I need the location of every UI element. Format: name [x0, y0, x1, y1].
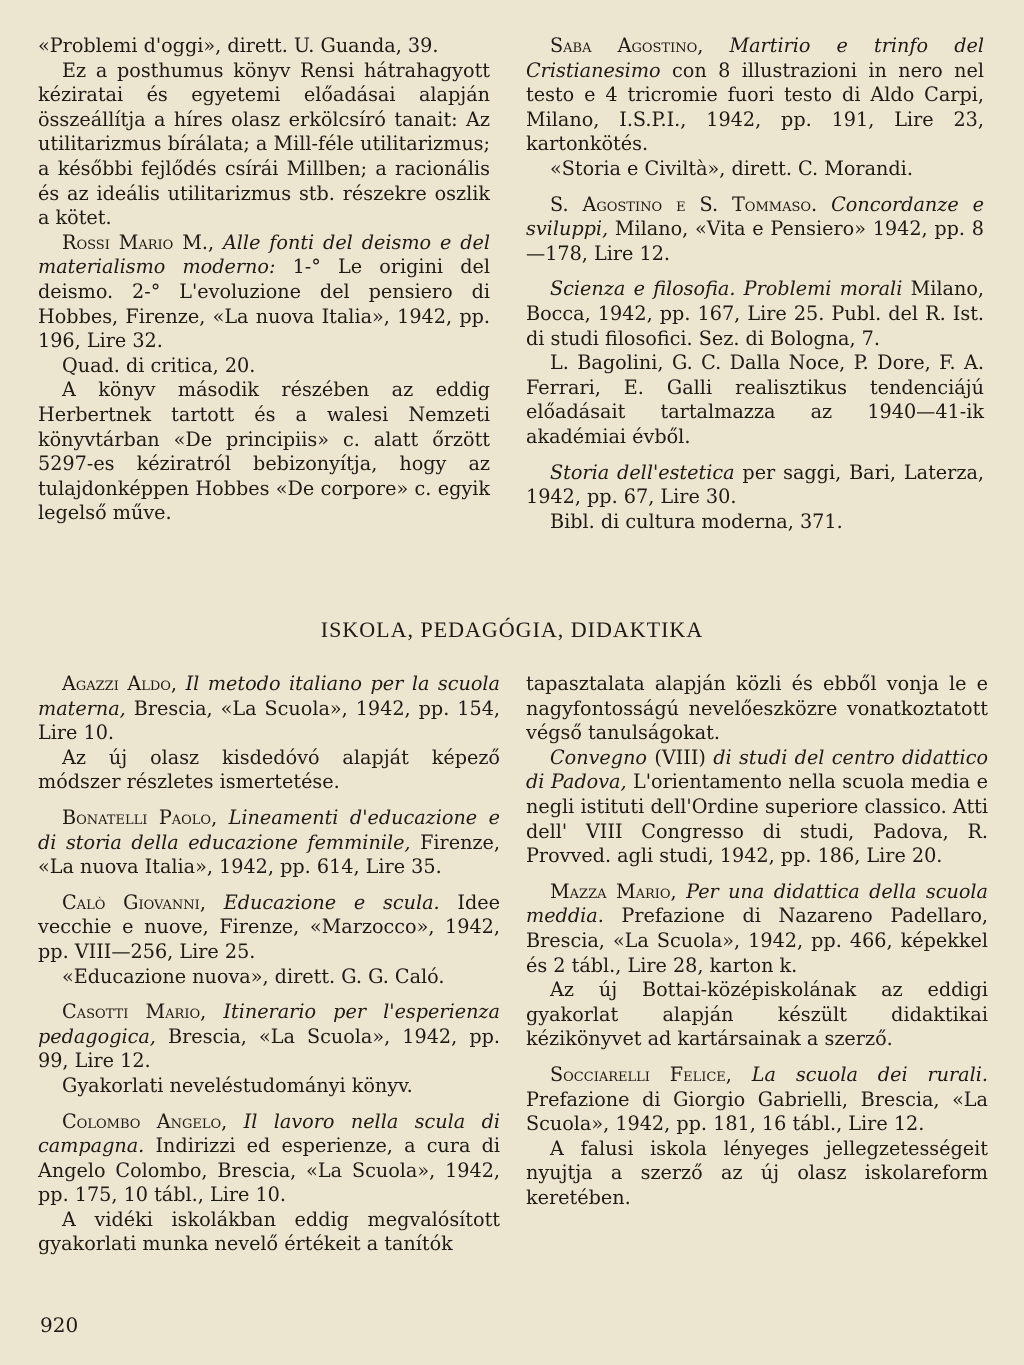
- entry-title: Educazione e scula.: [223, 890, 440, 914]
- entry-description: Ez a posthumus könyv Rensi hátrahagyott kéziratai és egyetemi előadásai alapján összeállítja a híres olasz erkölcsíró tanait: Az utilitarizmus bírálata; a Mill-féle utilitarizmus; a későbbi fejlődés csírái Millben; a racionális és az ideális utilitarizmus stb. részekre oszlik a kötet.: [38, 58, 490, 230]
- entry-series: «Educazione nuova», dirett. G. G. Caló.: [62, 964, 445, 988]
- entry-publication: Milano, «Vita e Pensiero» 1942, pp. 8—178, Lire 12.: [526, 217, 984, 265]
- entry-publication: Idee vecchie e nuove, Firenze, «Marzocco», 1942, pp. VIII—256, Lire 25.: [38, 890, 500, 963]
- entry-title: Alle fonti del deismo e del materialismo moderno:: [38, 230, 490, 279]
- bibliography-entry-agostino: [526, 193, 984, 267]
- bibliography-entry-rossi: Rossi Mario M., Alle fonti del deismo e del materialismo moderno: 1-° Le origini del deismo. 2-° L'evoluzione del pensiero di Hobbes, Firenze, «La nuova Italia», 1942, pp. 196, Lire 32. Quad. di critica, 20. A könyv második részében az eddig Herbertnek tartott és a walesi Nemzeti könyvtárban «De principiis» c. alatt őrzött 5297-es kéziratról bebizonyítja, hogy az tulajdonképpen Hobbes «De corpore» c. egyik legelső műve.: [38, 230, 490, 525]
- entry-description: Az új olasz kisdedóvó alapját képező módszer részletes ismertetése.: [38, 745, 500, 794]
- series-line: «Problemi d'oggi», dirett. U. Guanda, 39.: [38, 34, 439, 57]
- entry-author: Agazzi Aldo,: [62, 672, 178, 695]
- entry-publication: Indirizzi ed esperienze, a cura di Angelo Colombo, Brescia, «La Scuola», 1942, pp. 175, 10 tábl., Lire 10.: [38, 1134, 500, 1207]
- entry-author: Calò Giovanni,: [62, 890, 206, 914]
- entry-title: Lineamenti d'educazione e di storia della educazione femminile,: [38, 805, 500, 854]
- bibliography-entry-calo: [38, 891, 500, 989]
- entry-title: Convegno: [550, 745, 647, 769]
- entry-author: Rossi Mario M.: [62, 230, 208, 254]
- entry-author: Casotti Mario,: [62, 1000, 207, 1024]
- bibliography-entry-storia: [526, 461, 984, 535]
- entry-description: Gyakorlati neveléstudományi könyv.: [62, 1073, 413, 1097]
- entry-title: Scienza e filosofia. Problemi morali: [550, 277, 903, 301]
- entry-publication: per saggi, Bari, Laterza, 1942, pp. 67, Lire 30.: [526, 460, 984, 509]
- entry-author: Bonatelli Paolo,: [62, 805, 218, 829]
- entry-title: La scuola dei rurali.: [751, 1062, 988, 1086]
- page-number: 920: [40, 1313, 79, 1337]
- bibliography-entry-mazza: [526, 880, 988, 1052]
- entry-title: Storia dell'estetica: [550, 460, 735, 484]
- bibliography-entry-casotti: [38, 1000, 500, 1098]
- entry-description-continued: tapasztalata alapján közli és ebből vonja le e nagyfontosságú nevelőeszközre vonatkoztatott végső tanulságokat.: [526, 672, 988, 745]
- top-right-column: [526, 34, 984, 545]
- top-left-column: [38, 34, 490, 537]
- bibliography-entry-colombo: [38, 1110, 500, 1258]
- entry-description: A vidéki iskolákban eddig megvalósított gyakorlati munka nevelő értékeit a tanítók: [38, 1207, 500, 1256]
- bibliography-entry-scienza: [526, 277, 984, 449]
- entry-publication: Brescia, «La Scuola», 1942, pp. 154, Lire 10.: [38, 696, 500, 745]
- entry-publication: 1-° Le origini del deismo. 2-° L'evoluzione del pensiero di Hobbes, Firenze, «La nuova Italia», 1942, pp. 196, Lire 32.: [38, 255, 490, 353]
- entry-author: Socciarelli Felice,: [550, 1062, 732, 1086]
- bibliography-entry-saba: [526, 34, 984, 182]
- bibliography-entry-bonatelli: [38, 806, 500, 880]
- entry-publication: Milano, Bocca, 1942, pp. 167, Lire 25. Publ. del R. Ist. di studi filosofici. Sez. di Bologna, 7.: [526, 277, 984, 350]
- entry-title: Il lavoro nella scula di campagna.: [38, 1109, 500, 1158]
- entry-series: Bibl. di cultura moderna, 371.: [550, 509, 843, 533]
- entry-publication: Prefazione di Giorgio Gabrielli, Brescia, «La Scuola», 1942, pp. 181, 16 tábl., Lire 12.: [526, 1087, 988, 1136]
- entry-series: Quad. di critica, 20.: [62, 353, 256, 377]
- bibliography-entry-convegno: [526, 746, 988, 869]
- section-heading: ISKOLA, PEDAGÓGIA, DIDAKTIKA: [320, 617, 704, 642]
- entry-author: S. Agostino e S. Tommaso.: [550, 192, 818, 216]
- entry-description: Az új Bottai-középiskolának az eddigi gyakorlat alapján készült didaktikai kézikönyvet ad kartársainak a szerző.: [526, 978, 988, 1051]
- entry-description: A falusi iskola lényeges jellegzetességeit nyujtja a szerző az új olasz iskolareform keretében.: [526, 1136, 988, 1209]
- entry-publication: L'orientamento nella scuola media e negli istituti dell'Ordine superiore classico. Atti dell' VIII Congresso di studi, Padova, R. Provved. agli studi, 1942, pp. 186, Lire 20.: [526, 770, 988, 868]
- entry-title: Per una didattica della scuola meddia.: [526, 879, 988, 928]
- entry-publication: con 8 illustrazioni in nero nel testo e 4 tricromie fuori testo di Aldo Carpi, Milano, I.S.P.I., 1942, pp. 191, Lire 23, kartonkötés.: [526, 58, 984, 156]
- entry-author: Colombo Angelo,: [62, 1109, 228, 1133]
- entry-title: Itinerario per l'esperienza pedagogica,: [38, 1000, 500, 1048]
- entry-title-number: (VIII): [654, 745, 706, 769]
- entry-description: L. Bagolini, G. C. Dalla Noce, P. Dore, F. A. Ferrari, E. Galli realisztikus tendenciájú előadásait tartalmazza az 1940—41-ik akadémiai évből.: [526, 351, 984, 448]
- entry-title: Martirio e trinfo del Cristianesimo: [526, 34, 984, 82]
- entry-publication: Prefazione di Nazareno Padellaro, Brescia, «La Scuola», 1942, pp. 466, képekkel és 2 tábl., Lire 28, karton k.: [526, 904, 988, 977]
- entry-title: Il metodo italiano per la scuola materna,: [38, 672, 501, 720]
- bibliography-entry-socciarelli: [526, 1063, 988, 1211]
- entry-author: Saba Agostino,: [550, 34, 704, 57]
- entry-author: Mazza Mario,: [550, 879, 677, 903]
- entry-description: A könyv második részében az eddig Herbertnek tartott és a walesi Nemzeti könyvtárban «De principiis» c. alatt őrzött 5297-es kéziratról bebizonyítja, hogy az tulajdonképpen Hobbes «De corpore» c. egyik legelső műve.: [38, 378, 490, 525]
- bottom-left-column: [38, 672, 500, 1268]
- bottom-right-column: [526, 672, 988, 1221]
- entry-title: Concordanze e sviluppi,: [526, 192, 985, 241]
- entry-publication: Firenze, «La nuova Italia», 1942, pp. 614, Lire 35.: [38, 830, 500, 879]
- entry-publication: Brescia, «La Scuola», 1942, pp. 99, Lire 12.: [38, 1024, 500, 1073]
- entry-title-continued: di studi del centro didattico di Padova,: [526, 745, 988, 794]
- bibliography-entry-agazzi: [38, 672, 500, 795]
- entry-series: «Storia e Civiltà», dirett. C. Morandi.: [550, 156, 913, 180]
